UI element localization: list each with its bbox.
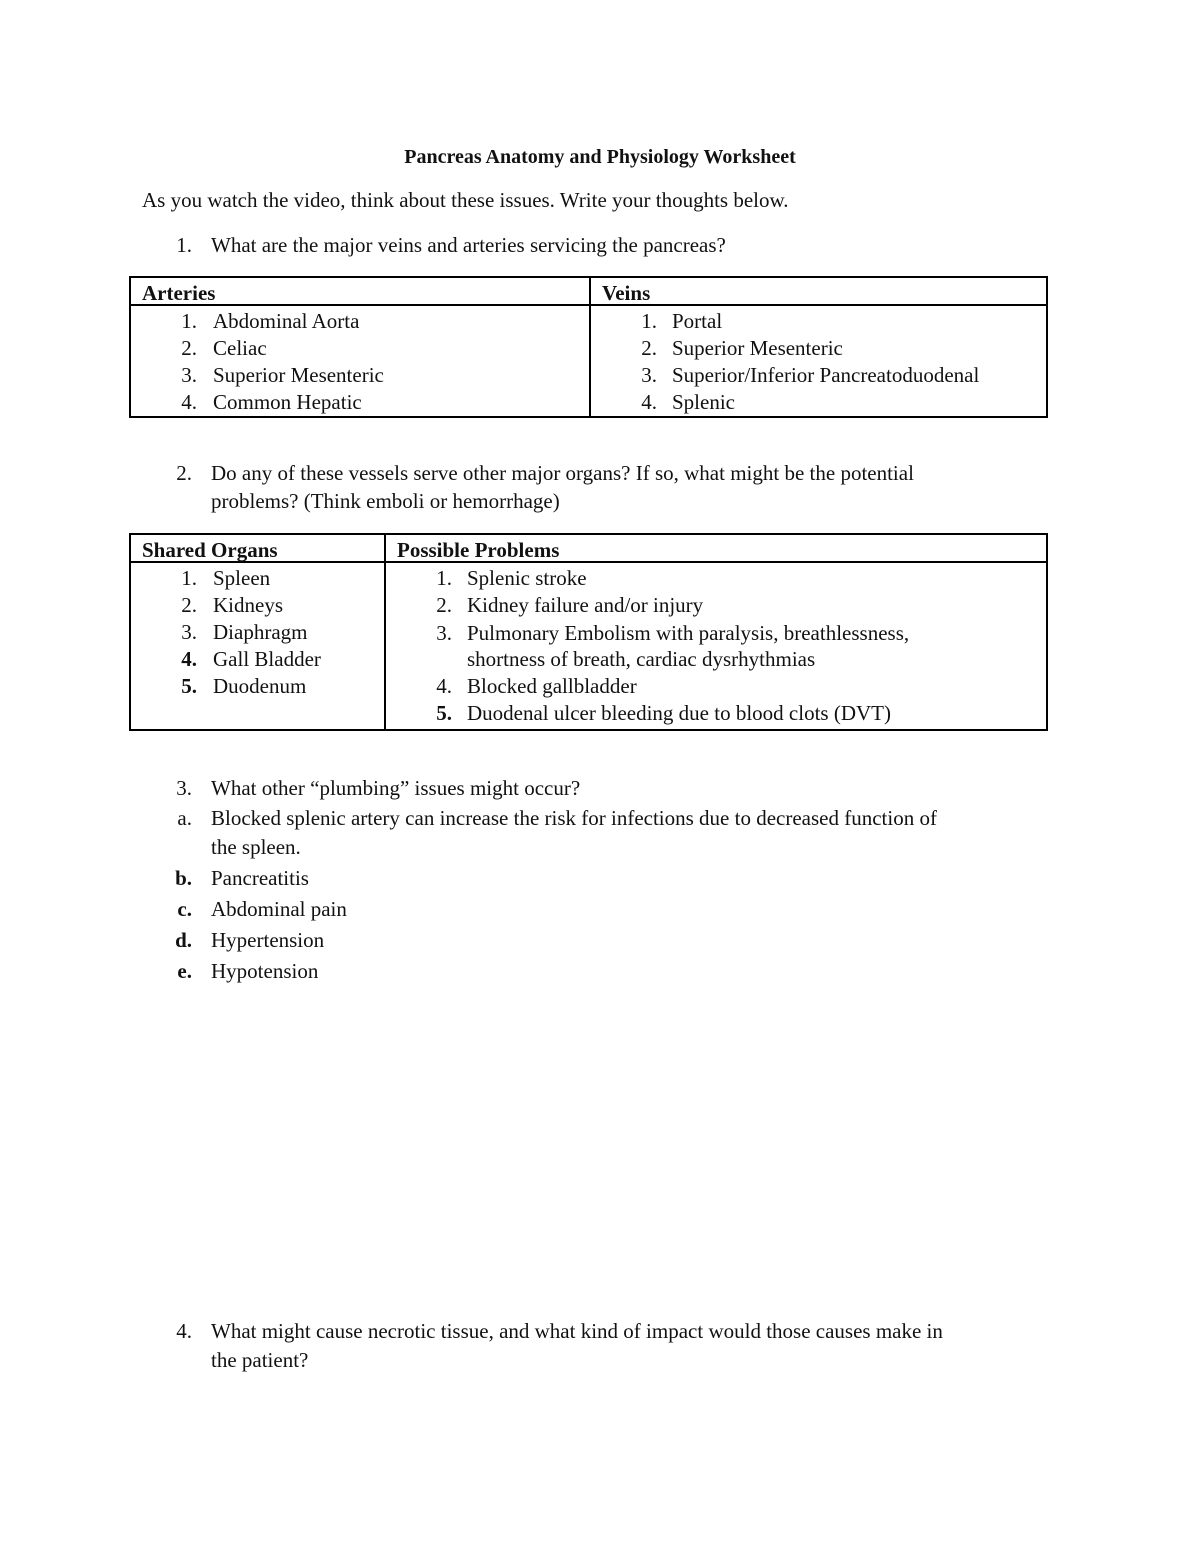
list-item: 4. Splenic [641,390,735,414]
answer-d [0,928,1200,958]
list-item: 2. Kidneys [181,593,283,617]
answer-text: the spleen. [211,835,301,859]
answer-letter: d. [175,928,192,952]
question-1 [0,233,1200,263]
question-4-continued [0,1348,1200,1378]
question-number: 1. [176,233,192,257]
answer-letter: b. [175,866,192,890]
answer-text: Pancreatitis [211,866,309,890]
answer-text: Blocked splenic artery can increase the risk for infections due to decreased function of [211,806,937,830]
question-2 [0,461,1200,491]
question-text: Do any of these vessels serve other major organs? If so, what might be the potential [211,461,914,485]
answer-letter: e. [177,959,192,983]
question-number: 3. [176,776,192,800]
answer-letter: a. [177,806,192,830]
list-item: 4. Gall Bladder [181,647,321,671]
question-text: problems? (Think emboli or hemorrhage) [211,489,560,513]
answer-text: Hypertension [211,928,325,952]
arteries-header-cell [130,277,590,305]
question-4 [0,1319,1200,1349]
list-item: 3. Superior/Inferior Pancreatoduodenal [641,363,980,387]
list-item: 3. Superior Mesenteric [181,363,384,387]
answer-c [0,897,1200,927]
list-item: 2. Celiac [181,336,267,360]
arteries-header: Arteries [142,281,216,305]
answer-text: Abdominal pain [211,897,347,921]
vessels-table [129,276,1048,418]
problems-list [385,562,1047,730]
question-text: the patient? [211,1348,309,1372]
problems-header: Possible Problems [397,538,560,562]
question-3 [0,776,1200,806]
list-item: 3. Pulmonary Embolism with paralysis, breathlessness, shortness of breath, cardiac dysrhythmias [436,621,910,671]
answer-a [0,806,1200,836]
question-2-continued [0,489,1200,519]
intro-text: As you watch the video, think about these issues. Write your thoughts below. [142,188,789,212]
list-item: 3. Diaphragm [181,620,308,644]
question-text: What might cause necrotic tissue, and what kind of impact would those causes make in [211,1319,943,1343]
problems-header-cell [385,534,1047,562]
veins-list [590,305,1047,417]
list-item: 1. Splenic stroke [436,566,587,590]
list-item: 5. Duodenum [181,674,307,698]
answer-e [0,959,1200,989]
question-text: What other “plumbing” issues might occur? [211,776,581,800]
arteries-list [130,305,590,417]
list-item: 2. Superior Mesenteric [641,336,843,360]
question-number: 4. [176,1319,192,1343]
list-item: 4. Common Hepatic [181,390,362,414]
organs-list [130,562,385,730]
list-item: 1. Spleen [181,566,271,590]
answer-a-continued [0,835,1200,865]
list-item: 4. Blocked gallbladder [436,674,637,698]
answer-letter: c. [177,897,192,921]
list-item: 1. Abdominal Aorta [181,309,360,333]
organs-header: Shared Organs [142,538,278,562]
organs-table [129,533,1048,731]
list-item: 1. Portal [641,309,723,333]
veins-header: Veins [602,281,651,305]
question-number: 2. [176,461,192,485]
organs-header-cell [130,534,385,562]
list-item: 2. Kidney failure and/or injury [436,593,704,617]
answer-text: Hypotension [211,959,319,983]
page-title: Pancreas Anatomy and Physiology Worksheet [404,146,796,168]
answer-b [0,866,1200,896]
question-text: What are the major veins and arteries servicing the pancreas? [211,233,726,257]
list-item: 5. Duodenal ulcer bleeding due to blood clots (DVT) [436,701,891,725]
veins-header-cell [590,277,1047,305]
